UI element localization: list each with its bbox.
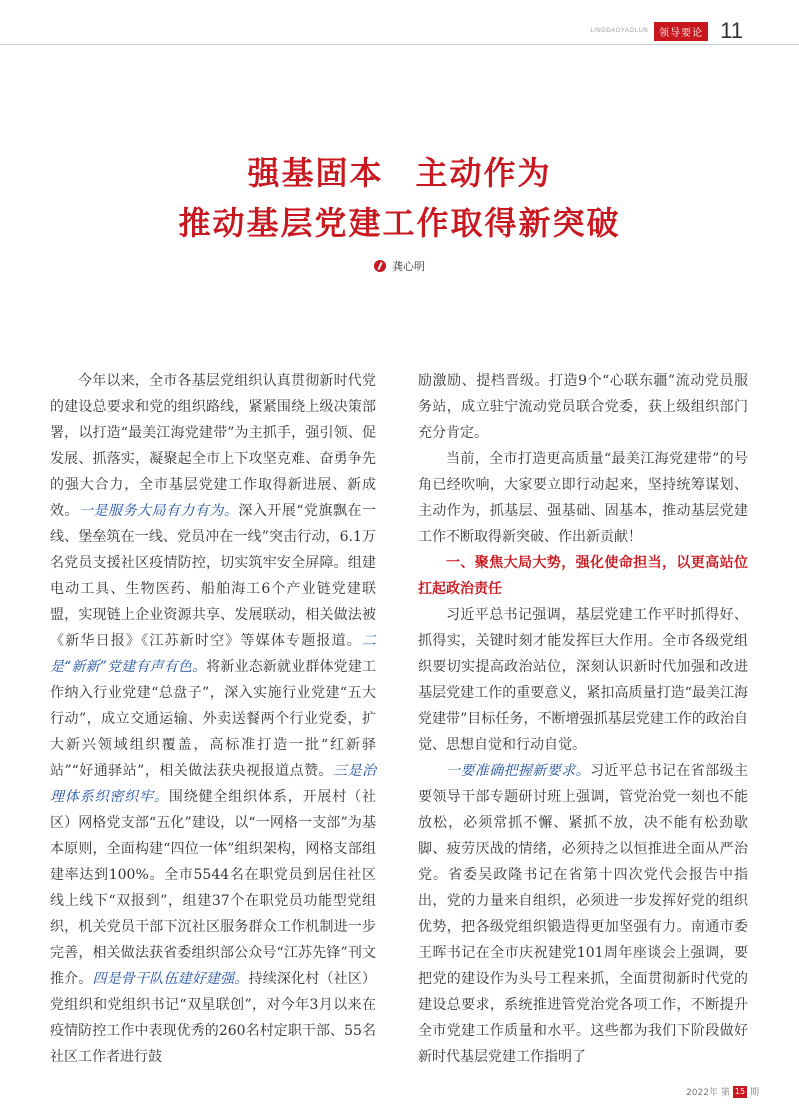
footer-qi: 期 [749,1088,759,1098]
paragraph: 习近平总书记强调，基层党建工作平时抓得好、抓得实，关键时刻才能发挥巨大作用。全市各级党组织要切实提高政治站位，深刻认识新时代加强和改进基层党建工作的重要意义，紧扣高质量打造“最美江海党建带”目标任务，不断增强抓基层党建工作的政治自觉、思想自觉和行动自觉。 [418,607,748,753]
highlight-point-2: 二是“新新”党建有声有色。 [50,633,376,675]
page-header [590,18,743,44]
title-part-b: 主动作为 [415,154,552,192]
title-part-a: 强基固本 [247,154,384,192]
footer-di: 第 [720,1088,730,1098]
paragraph-continued: 励激励、提档晋级。打造9个“心联东疆”流动党员服务站，成立驻宁流动党员联合党委，获上级组织部门充分肯定。 [418,373,748,441]
right-column [418,368,748,1070]
page-number: 11 [720,18,743,43]
highlight-point-3: 三是治理体系织密织牢。 [50,763,376,805]
paragraph: 一要准确把握新要求。习近平总书记在省部级主要领导干部专题研讨班上强调，管党治党一刻也不能放松，必须常抓不懈、紧抓不放，决不能有松劲歇脚、疲劳厌战的情绪，必须持之以恒推进全面从严治党。省委吴政隆书记在省第十四次党代会报告中指出，党的力量来自组织，必须进一步发挥好党的组织优势，把各级党组织锻造得更加坚强有力。南通市委王晖书记在全市庆祝建党101周年座谈会上强调，要把党的建设作为头号工程来抓，全面贯彻新时代党的建设总要求，系统推进管党治党各项工作，不断提升全市党建工作质量和水平。这些都为我们下阶段做好新时代基层党建工作指明了 [418,763,748,1065]
article-title-line2: 推动基层党建工作取得新突破 [178,204,621,242]
highlight-point-1: 一是服务大局有力有为。 [78,503,239,519]
paragraph: 当前，全市打造更高质量“最美江海党建带”的号角已经吹响，大家要立即行动起来，坚持统筹谋划、主动作为，抓基层、强基础、固基本，推动基层党建工作不断取得新突破、作出新贡献！ [418,451,748,545]
highlight-requirement-1: 一要准确把握新要求。 [446,763,590,779]
column-pinyin: LINGDAOYAOLUN [590,28,649,34]
issue-number: 15 [734,1086,746,1096]
highlight-point-4: 四是骨干队伍建好建强。 [92,971,249,987]
header-rule [0,44,799,45]
left-column [50,368,376,1070]
author-name: 龚心明 [392,260,425,273]
column-tag: 领导要论 [654,22,708,41]
page-footer [686,1085,759,1098]
byline [0,258,799,274]
section-heading: 一、聚焦大局大势，强化使命担当，以更高站位扛起政治责任 [418,555,748,597]
paragraph: 今年以来，全市各基层党组织认真贯彻新时代党的建设总要求和党的组织路线，紧紧围绕上级决策部署，以打造“最美江海党建带”为主抓手，强引领、促发展、抓落实，凝聚起全市上下攻坚克难、奋勇争先的强大合力，全市基层党建工作取得新进展、新成效。一是服务大局有力有为。深入开展“党旗飘在一线、堡垒筑在一线、党员冲在一线”突击行动，6.1万名党员支援社区疫情防控，切实筑牢安全屏障。组建电动工具、生物医药、船舶海工6个产业链党建联盟，实现链上企业资源共享、发展联动，相关做法被《新华日报》《江苏新时空》等媒体专题报道。二是“新新”党建有声有色。将新业态新就业群体党建工作纳入行业党建“总盘子”，深入实施行业党建“五大行动”，成立交通运输、外卖送餐两个行业党委，扩大新兴领域组织覆盖，高标准打造一批“红新驿站”“好通驿站”，相关做法获央视报道点赞。三是治理体系织密织牢。围绕健全组织体系，开展村（社区）网格党支部“五化”建设，以“一网格一支部”为基本原则，全面构建“四位一体”组织架构，网格支部组建率达到100%。全市5544名在职党员到居住社区线上线下“双报到”，组建37个在职党员功能型党组织，机关党员干部下沉社区服务群众工作机制进一步完善，相关做法获省委组织部公众号“江苏先锋”刊文推介。四是骨干队伍建好建强。持续深化村（社区）党组织和党组织书记“双星联创”，对今年3月以来在疫情防控工作中表现优秀的260名村定职干部、55名社区工作者进行鼓 [50,373,377,1065]
footer-year: 2022年 [686,1088,718,1098]
pen-icon [374,260,386,272]
article-title-line1 [0,148,799,194]
